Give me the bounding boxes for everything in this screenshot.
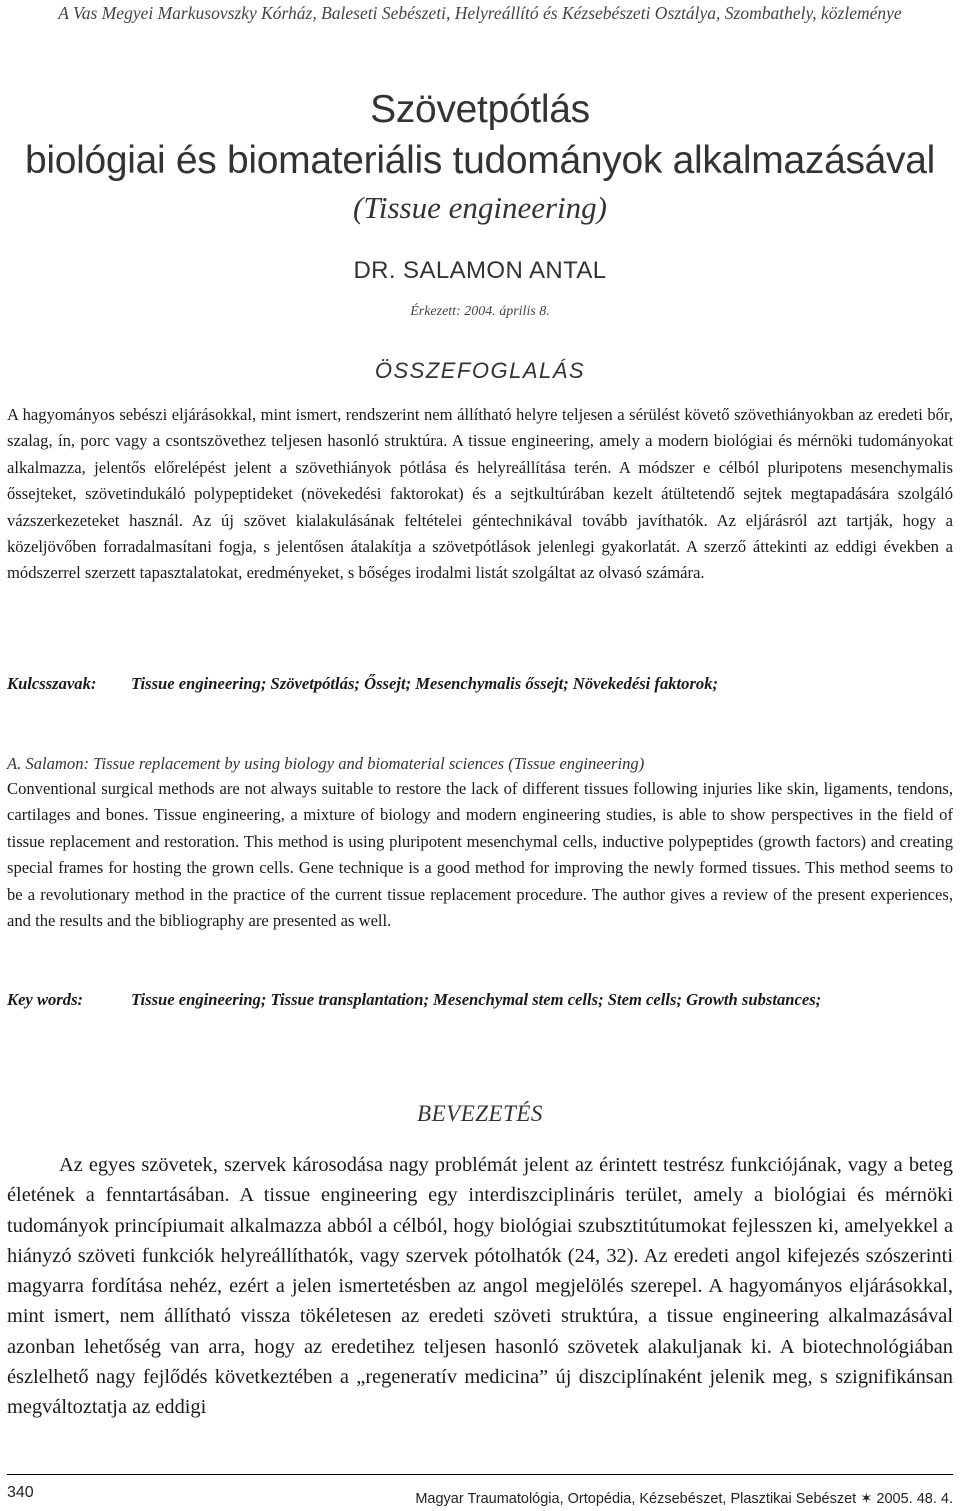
title-line-1: Szövetpótlás xyxy=(370,88,590,131)
article-title xyxy=(0,84,960,186)
key-words-label: Key words: xyxy=(7,990,84,1009)
keywords-value: Tissue engineering; Szövetpótlás; Őssejt; Mesenchymalis őssejt; Növekedési faktorok; xyxy=(131,674,719,693)
keywords-label: Kulcsszavak: xyxy=(7,674,97,693)
summary-heading: ÖSSZEFOGLALÁS xyxy=(374,358,586,383)
affiliation-header: A Vas Megyei Markusovszky Kórház, Baleseti Sebészeti, Helyreállító és Kézsebészeti Osztálya, Szombathely, közleménye xyxy=(58,3,902,23)
page-footer xyxy=(7,1474,953,1511)
english-abstract: Conventional surgical methods are not always suitable to restore the lack of different tissues following injuries like skin, ligaments, tendons, cartilages and bones. Tissue engineering, a mixture of biology and modern engineering studies, is able to show perspectives in the field of tissue replacement and restoration. This method is using pluripotent mesenchymal cells, inductive polypeptides (growth factors) and creating special frames for hosting the grown cells. Gene technique is a good method for improving the newly formed tissues. This method seems to be a revolutionary method in the practice of the current tissue replacement procedure. The author gives a review of the present experiences, and the results and the bibliography are presented as well. xyxy=(7,779,953,931)
introduction-text: Az egyes szövetek, szervek károsodása nagy problémát jelent az érintett testrész funkciójának, vagy a beteg életének a fenntartásában. A tissue engineering egy interdiszciplináris terület, amely a biológiai és mérnöki tudományok princípiumait alkalmazza abból a célból, hogy biológiai szubsztitútumokat fejlesszen ki, amelyekkel a hiányzó szöveti funkciók helyreállíthatók, vagy szervek pótolhatók (24, 32). Az eredeti angol kifejezés szószerinti magyarra fordítása nehéz, ezért a jelen ismertetésben az angol megjelölés szerepel. A hagyományos eljárásokkal, mint ismert, nem állítható vissza tökéletesen az eredeti szöveti struktúra, a tissue engineering alkalmazásával azonban lehetőség van arra, hogy az eredetihez teljesen hasonló szövetek alakuljanak ki. A biotechnológiában észlelhető nagy fejlődés következtében a „regeneratív medicina” új diszciplínaként jelenik meg, s szignifikánsan megváltoztatja az eddigi xyxy=(7,1154,953,1419)
journal-citation: Magyar Traumatológia, Ortopédia, Kézsebészet, Plasztikai Sebészet ✶ 2005. 48. 4. xyxy=(415,1491,953,1507)
author-name: DR. SALAMON ANTAL xyxy=(353,257,607,284)
introduction-heading: BEVEZETÉS xyxy=(417,1101,543,1126)
title-line-2: biológiai és biomateriális tudományok alkalmazásával xyxy=(24,139,936,182)
received-date: Érkezett: 2004. április 8. xyxy=(410,304,550,319)
english-title: A. Salamon: Tissue replacement by using biology and biomaterial sciences (Tissue engineering) xyxy=(7,754,645,773)
page-number: 340 xyxy=(7,1484,34,1501)
key-words-value: Tissue engineering; Tissue transplantation; Mesenchymal stem cells; Stem cells; Growth substances; xyxy=(131,990,822,1009)
article-subtitle: (Tissue engineering) xyxy=(353,190,607,225)
summary-text: A hagyományos sebészi eljárásokkal, mint ismert, rendszerint nem állítható helyre teljesen a sérülést követő szövethiányokban az eredeti bőr, szalag, ín, porc vagy a csontszövethez teljesen hasonló struktúra. A tissue engineering, amely a modern biológiai és mérnöki tudományokat alkalmazza, jelentős előrelépést jelent a szövethiányok pótlása és helyreállítása terén. A módszer e célból pluripotens mesenchymalis őssejteket, szövetindukáló polypeptideket (növekedési faktorokat) és a sejtkultúrában kezelt átültetendő sejtek megtapadására szolgáló vázszerkezeteket használ. Az új szövet kialakulásának feltételei géntechnikával tovább javíthatók. Az eljárásról azt tartják, hogy a közeljövőben forradalmasítani fogja, s jelentősen átalakítja a szövetpótlások jelenlegi gyakorlatát. A szerző áttekinti az eddigi években a módszerrel szerzett tapasztalatokat, eredményeket, s bőséges irodalmi listát szolgáltat az olvasó számára. xyxy=(7,405,953,583)
